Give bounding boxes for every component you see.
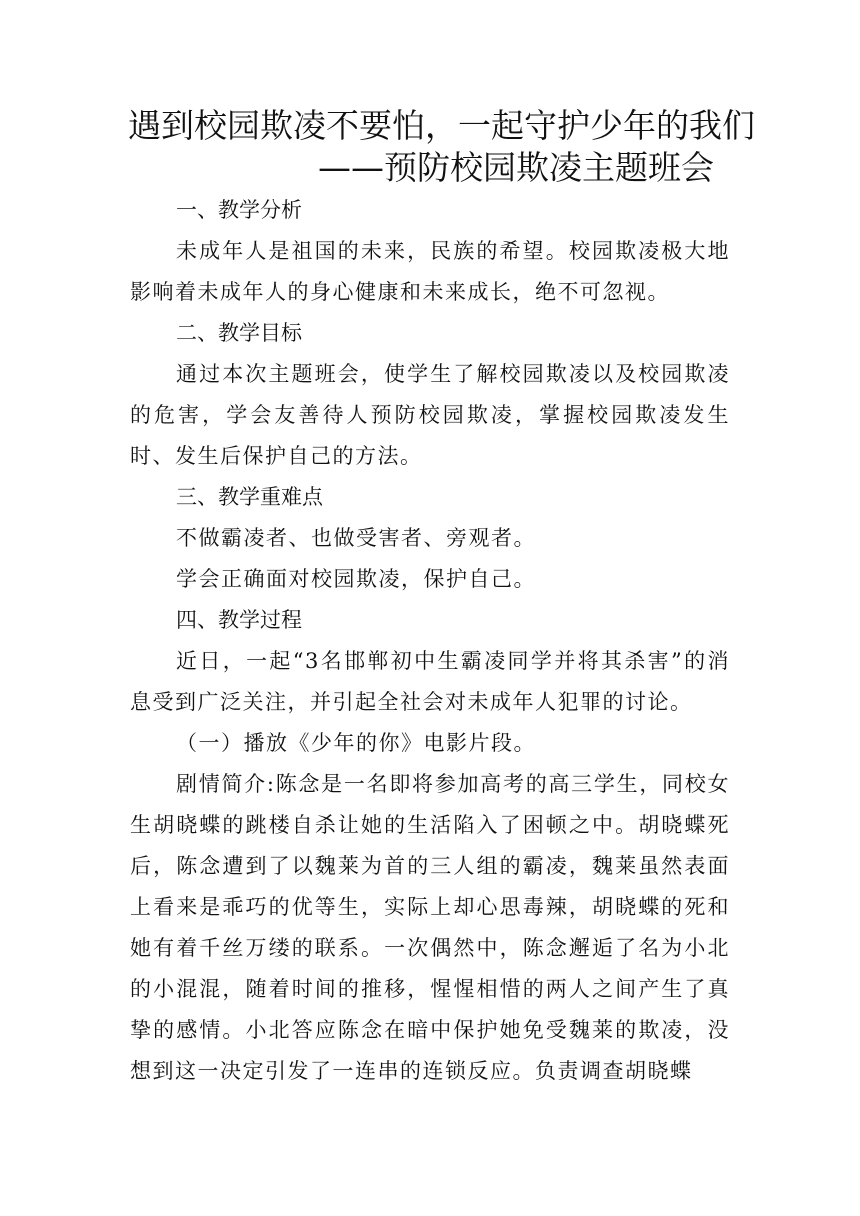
paragraph-process-step-1: （一）播放《少年的你》电影片段。 <box>176 731 536 755</box>
section-heading-goals: 二、教学目标 <box>176 321 302 345</box>
paragraph-key-point-2: 学会正确面对校园欺凌，保护自己。 <box>176 567 536 591</box>
document-subtitle: ——预防校园欺凌主题班会 <box>318 148 714 187</box>
section-heading-process: 四、教学过程 <box>176 608 302 632</box>
section-heading-key-points: 三、教学重难点 <box>176 485 323 509</box>
document-title: 遇到校园欺凌不要怕，一起守护少年的我们 <box>128 106 755 145</box>
document-body <box>130 190 730 1092</box>
paragraph-goals: 通过本次主题班会，使学生了解校园欺凌以及校园欺凌的危害，学会友善待人预防校园欺凌，掌握校园欺凌发生时、发生后保护自己的方法。 <box>130 362 730 468</box>
paragraph-analysis: 未成年人是祖国的未来，民族的希望。校园欺凌极大地影响着未成年人的身心健康和未来成长，绝不可忽视。 <box>130 239 730 304</box>
paragraph-key-point-1: 不做霸凌者、也做受害者、旁观者。 <box>176 526 536 550</box>
paragraph-plot-summary: 剧情简介:陈念是一名即将参加高考的高三学生，同校女生胡晓蝶的跳楼自杀让她的生活陷入了困顿之中。胡晓蝶死后，陈念遭到了以魏莱为首的三人组的霸凌，魏莱虽然表面上看来是乖巧的优等生，实际上却心思毒辣，胡晓蝶的死和她有着千丝万缕的联系。一次偶然中，陈念邂逅了名为小北的小混混，随着时间的推移，惺惺相惜的两人之间产生了真挚的感情。小北答应陈念在暗中保护她免受魏莱的欺凌，没想到这一决定引发了一连串的连锁反应。负责调查胡晓蝶 <box>130 772 730 1083</box>
section-heading-analysis: 一、教学分析 <box>176 198 302 222</box>
paragraph-process-intro: 近日，一起“3名邯郸初中生霸凌同学并将其杀害”的消息受到广泛关注，并引起全社会对未成年人犯罪的讨论。 <box>130 649 730 714</box>
